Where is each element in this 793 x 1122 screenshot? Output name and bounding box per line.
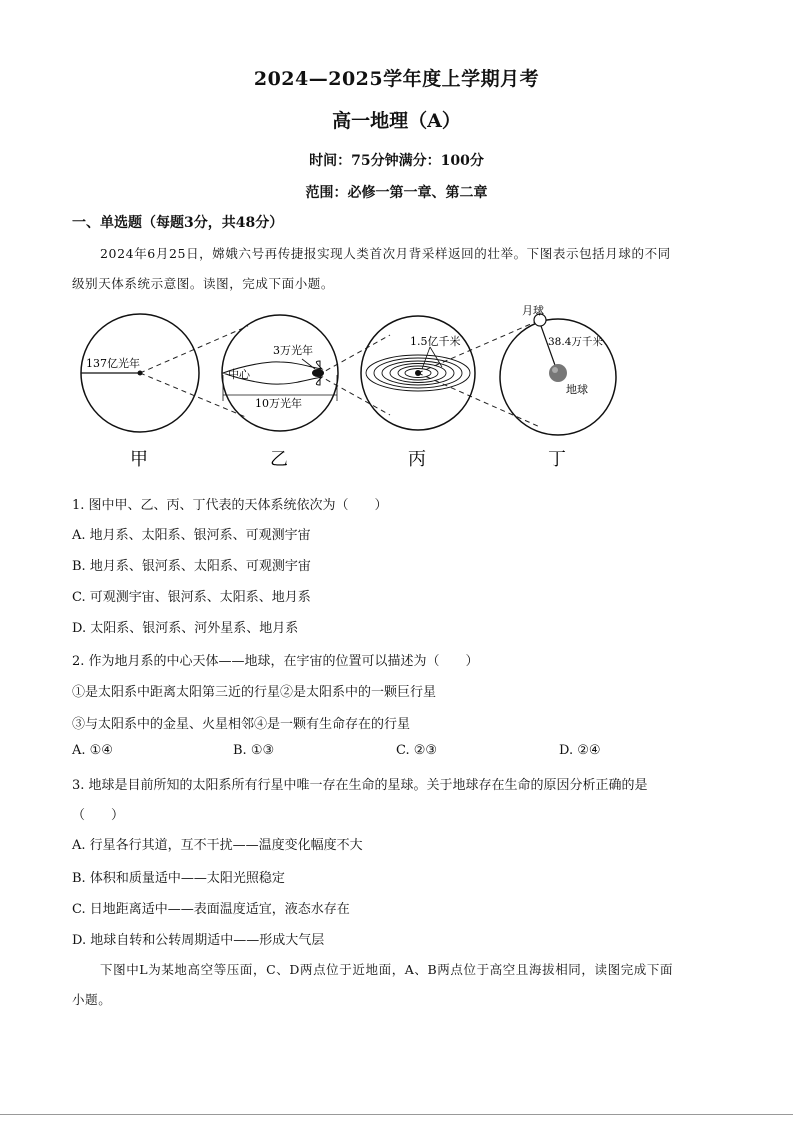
intro-line: 小题。: [72, 992, 112, 1007]
q3-option-b: B. 体积和质量适中——太阳光照稳定: [72, 871, 285, 886]
intro-line: 级别天体系统示意图。读图，完成下面小题。: [72, 276, 335, 291]
moon-label: 月球: [522, 305, 544, 317]
label-ding: 丁: [548, 449, 566, 470]
q1-option-b: B. 地月系、银河系、太阳系、可观测宇宙: [72, 559, 311, 574]
q3-option-c: C. 日地距离适中——表面温度适宜，液态水存在: [72, 902, 350, 917]
connector-lines: [140, 320, 540, 427]
exam-title: 2024—2025学年度上学期月考: [253, 68, 540, 90]
question-2-stem: 2. 作为地月系的中心天体——地球，在宇宙的位置可以描述为（ ）: [72, 654, 479, 669]
q2-statement-2: ③与太阳系中的金星、火星相邻④是一颗有生命存在的行星: [72, 717, 411, 732]
page-bottom-rule: [0, 1114, 793, 1115]
q2-statement-1: ①是太阳系中距离太阳第三近的行星②是太阳系中的一颗巨行星: [72, 685, 437, 700]
diameter-label: 10万光年: [255, 397, 302, 410]
label-bing: 丙: [408, 449, 426, 470]
distance-label: 1.5亿千米: [410, 335, 461, 348]
exam-subtitle: 高一地理（A）: [332, 110, 461, 132]
diagram-ding: [500, 305, 616, 435]
earth-label: 地球: [566, 383, 588, 396]
q3-option-d: D. 地球自转和公转周期适中——形成大气层: [72, 933, 325, 948]
intro-line: 2024年6月25日，嫦娥六号再传捷报实现人类首次月背采样返回的壮举。下图表示包括月球的不同: [100, 246, 671, 261]
q2-option-c: C. ②③: [396, 743, 438, 758]
center-label: 中心: [228, 368, 250, 381]
diagram-bing: [361, 316, 475, 430]
diagram-jia: [81, 314, 199, 432]
question-1-stem: 1. 图中甲、乙、丙、丁代表的天体系统依次为（ ）: [72, 498, 388, 513]
earth-moon-distance-label: 38.4万千米: [548, 336, 603, 348]
thickness-label: 3万光年: [273, 344, 313, 357]
intro-line: 下图中L为某地高空等压面，C、D两点位于近地面，A、B两点位于高空且海拔相同，读图完成下面: [100, 962, 674, 977]
q1-option-a: A. 地月系、太阳系、银河系、可观测宇宙: [72, 528, 311, 543]
q2-option-d: D. ②④: [559, 743, 601, 758]
q2-option-b: B. ①③: [233, 743, 275, 758]
q1-option-c: C. 可观测宇宙、银河系、太阳系、地月系: [72, 590, 311, 605]
radius-label: 137亿光年: [86, 357, 140, 370]
q2-option-a: A. ①④: [72, 743, 113, 758]
question-3-stem: 3. 地球是目前所知的太阳系所有行星中唯一存在生命的星球。关于地球存在生命的原因分析正确的是: [72, 778, 648, 793]
intro-paragraph-2: [72, 955, 722, 1015]
q3-option-a: A. 行星各行其道，互不干扰——温度变化幅度不大: [72, 838, 363, 853]
intro-paragraph-1: [72, 239, 722, 299]
label-yi: 乙: [270, 449, 288, 470]
scope-info: 范围：必修一第一章、第二章: [305, 185, 488, 201]
q1-option-d: D. 太阳系、银河系、河外星系、地月系: [72, 621, 299, 636]
diagram-yi: [222, 315, 338, 431]
section-heading: 一、单选题（每题3分，共48分）: [72, 215, 284, 231]
label-jia: 甲: [130, 449, 148, 470]
question-3-stem-bracket: （ ）: [72, 808, 125, 823]
time-info: 时间：75分钟满分：100分: [309, 153, 484, 169]
celestial-systems-figure: [70, 305, 630, 470]
